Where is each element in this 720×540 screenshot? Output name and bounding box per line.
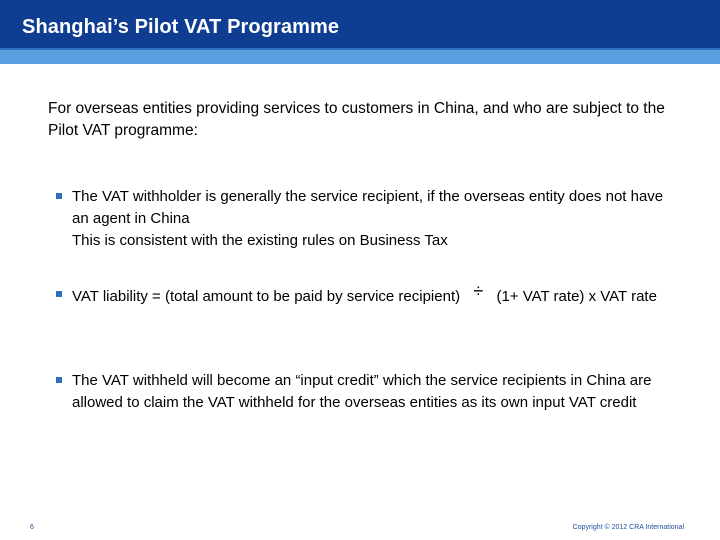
bullet-line: This is consistent with the existing rules on Business Tax	[72, 232, 448, 249]
bullet-text: The VAT withheld will become an “input credit” which the service recipients in China are allowed to claim the VAT withheld for the overseas entities as its own input VAT credit	[72, 372, 652, 411]
page-title: Shanghai’s Pilot VAT Programme	[22, 16, 340, 38]
page-number: 6	[30, 524, 34, 531]
bullet-item-vat-liability	[56, 281, 676, 308]
formula-part: (1+ VAT rate) x VAT rate	[496, 288, 657, 305]
division-icon: ÷	[473, 281, 484, 301]
title-accent-band	[0, 50, 720, 64]
bullet-text	[72, 186, 676, 252]
title-bar	[0, 0, 720, 64]
bullet-line: The VAT withholder is generally the service recipient, if the overseas entity does not have an agent in China	[72, 188, 664, 227]
bullet-item-input-credit	[56, 370, 676, 414]
copyright: Copyright © 2012 CRA International	[572, 524, 684, 531]
formula-part: VAT liability = (total amount to be paid by service recipient)	[72, 288, 461, 305]
bullet-item-withholder	[56, 186, 676, 252]
bullet-marker	[56, 291, 62, 297]
bullet-text	[72, 281, 676, 308]
bullet-marker	[56, 377, 62, 383]
bullet-marker	[56, 193, 62, 199]
intro-text: For overseas entities providing services to customers in China, and who are subject to the Pilot VAT programme:	[48, 100, 665, 139]
